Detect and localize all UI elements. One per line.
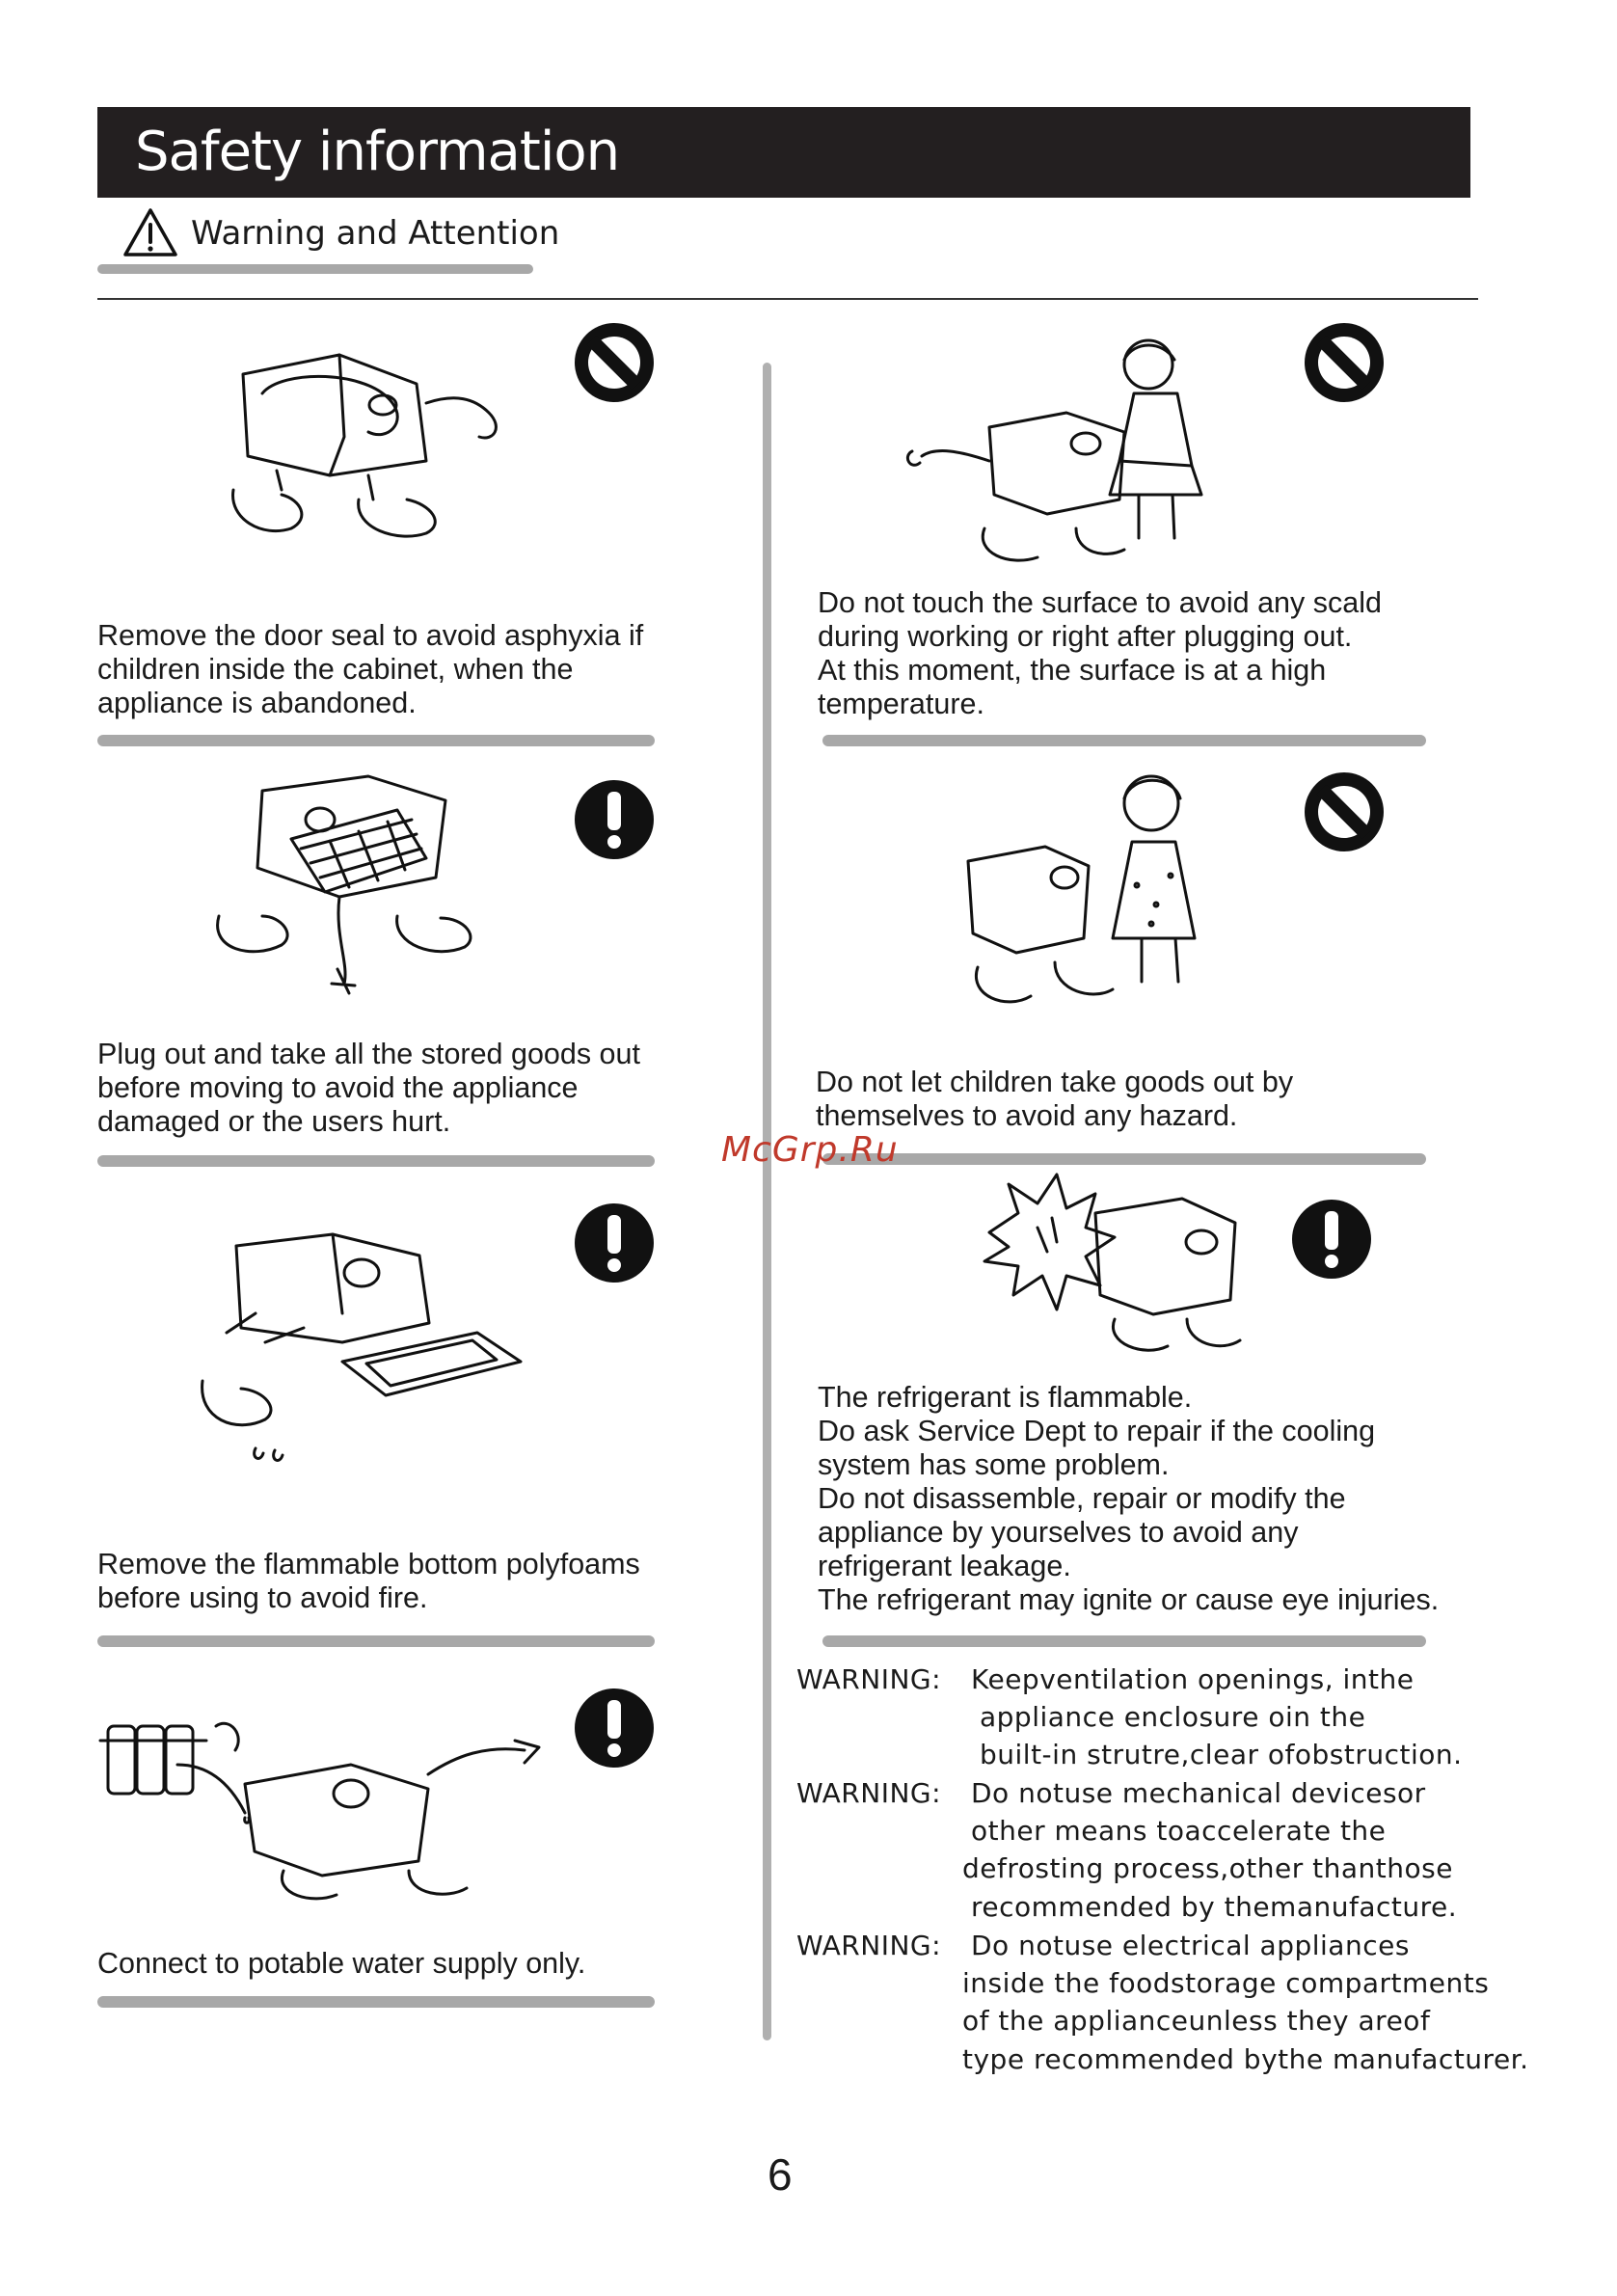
caption-hot-surface: Do not touch the surface to avoid any scald during working or right after plugging out. At this moment, the surface is at a high temperature. bbox=[818, 586, 1382, 720]
watermark: McGrp.Ru bbox=[721, 1130, 899, 1170]
caption-children: Do not let children take goods out by themselves to avoid any hazard. bbox=[816, 1066, 1294, 1132]
warning-label: WARNING: bbox=[796, 1930, 942, 1961]
caption-refrigerant: The refrigerant is flammable. Do ask Service Dept to repair if the cooling system has some problem. Do not disassemble, repair or modify the appliance by yourselves to avoid any refrigerant leakage. The refrigerant may ignite or cause eye injuries. bbox=[818, 1381, 1440, 1616]
exclamation-icon bbox=[573, 1687, 656, 1769]
warning-text: Keepventilation openings, inthe bbox=[971, 1663, 1415, 1695]
subtitle-underline bbox=[97, 264, 533, 274]
warning-text: recommended by themanufacture. bbox=[971, 1891, 1458, 1923]
separator-bar bbox=[822, 1635, 1426, 1647]
warning-text: of the applianceunless they areof bbox=[962, 2005, 1431, 2037]
prohibition-icon bbox=[1303, 770, 1386, 853]
separator-bar bbox=[97, 1996, 655, 2008]
illustration-water-supply bbox=[100, 1707, 553, 1900]
illustration-door-seal bbox=[224, 345, 513, 548]
warning-text: appliance enclosure oin the bbox=[980, 1701, 1366, 1733]
illustration-children bbox=[958, 770, 1248, 1015]
illustration-hot-surface bbox=[903, 336, 1259, 572]
warning-text: Do notuse electrical appliances bbox=[971, 1930, 1410, 1961]
exclamation-icon bbox=[573, 778, 656, 861]
illustration-polyfoam bbox=[198, 1227, 526, 1468]
separator-bar bbox=[97, 1155, 655, 1167]
warning-text: built-in strutre,clear ofobstruction. bbox=[980, 1739, 1463, 1770]
exclamation-icon bbox=[573, 1202, 656, 1284]
warning-text: type recommended bythe manufacturer. bbox=[962, 2043, 1529, 2075]
caption-door-seal: Remove the door seal to avoid asphyxia if children inside the cabinet, when the appliance is abandoned. bbox=[97, 619, 644, 719]
page-title: Safety information bbox=[135, 121, 620, 183]
page-number: 6 bbox=[768, 2149, 793, 2200]
header-divider bbox=[97, 298, 1478, 300]
warning-text: defrosting process,other thanthose bbox=[962, 1852, 1453, 1884]
illustration-moving-appliance bbox=[204, 771, 494, 1003]
warning-triangle-icon bbox=[122, 207, 178, 257]
column-divider bbox=[763, 363, 771, 2040]
separator-bar bbox=[822, 1153, 1426, 1165]
separator-bar bbox=[97, 735, 655, 746]
caption-polyfoam: Remove the flammable bottom polyfoams before using to avoid fire. bbox=[97, 1548, 640, 1614]
warning-text: Do notuse mechanical devicesor bbox=[971, 1777, 1426, 1809]
section-subtitle: Warning and Attention bbox=[191, 214, 560, 253]
prohibition-icon bbox=[1303, 321, 1386, 404]
illustration-refrigerant bbox=[980, 1175, 1259, 1367]
warning-text: other means toaccelerate the bbox=[971, 1815, 1387, 1847]
warning-text: inside the foodstorage compartments bbox=[962, 1967, 1490, 1999]
caption-water-supply: Connect to potable water supply only. bbox=[97, 1947, 586, 1980]
separator-bar bbox=[97, 1635, 655, 1647]
prohibition-icon bbox=[573, 321, 656, 404]
separator-bar bbox=[822, 735, 1426, 746]
warning-label: WARNING: bbox=[796, 1663, 942, 1695]
caption-moving: Plug out and take all the stored goods out before moving to avoid the appliance damaged or the users hurt. bbox=[97, 1038, 640, 1138]
exclamation-icon bbox=[1290, 1198, 1373, 1281]
warning-label: WARNING: bbox=[796, 1777, 942, 1809]
